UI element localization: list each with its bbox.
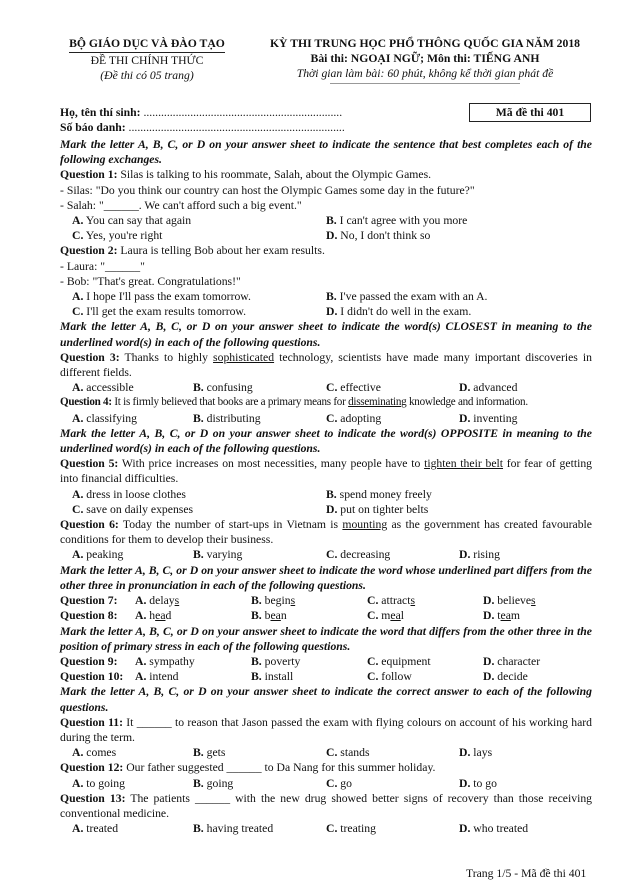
option-a[interactable]: A. intend (135, 670, 179, 684)
answer-blank: ______ (103, 198, 139, 212)
section-instruction: Mark the letter A, B, C, or D on your answer sheet to indicate the word that differs from the other three in the position of primary stress in each of the following questions. (60, 624, 592, 653)
options-row (60, 380, 592, 395)
option-c[interactable]: C. I'll get the exam results tomorrow. (72, 305, 247, 319)
option-d[interactable]: D. character (483, 654, 541, 668)
option-d[interactable]: D. who treated (459, 822, 529, 836)
option-d[interactable]: D. put on tighter belts (326, 502, 429, 516)
question-label: Question 8: (60, 609, 118, 623)
option-d[interactable]: D. team (483, 609, 521, 623)
question-12: Question 12: Our father suggested ______ to Da Nang for this summer holiday. A. to going B. going C. go D. to go (60, 760, 592, 790)
section-instruction: Mark the letter A, B, C, or D on your answer sheet to indicate the correct answer to each of the following questions. (60, 685, 592, 714)
question-stem: Silas is talking to his roommate, Salah, about the Olympic Games. (117, 168, 432, 182)
question-label: Question 12: (60, 761, 124, 775)
option-d[interactable]: D. believes (483, 594, 536, 608)
exam-page (60, 36, 592, 836)
option-d[interactable]: D. lays (459, 746, 493, 760)
option-d[interactable]: D. I didn't do well in the exam. (326, 305, 472, 319)
name-field[interactable]: .................................................................... (140, 106, 343, 119)
option-b[interactable]: B. having treated (193, 822, 274, 836)
page-footer: Trang 1/5 - Mã đề thi 401 (466, 867, 587, 880)
question-label: Question 2: (60, 244, 118, 258)
question-label: Question 6: (60, 518, 119, 532)
question-9 (60, 654, 592, 669)
underlined-word: tighten their belt (424, 457, 504, 471)
candidate-info (60, 103, 592, 137)
question-label: Question 3: (60, 350, 120, 364)
options-row (60, 776, 592, 791)
option-d[interactable]: D. rising (459, 548, 500, 562)
option-b[interactable]: B. install (251, 670, 294, 684)
question-5: Question 5: With price increases on most necessities, many people have to tighten their belt for fear of getting into financial difficulties. A. dress in loose clothes B. spend money freely C. save on daily expenses D. put on tighter belts (60, 457, 593, 516)
option-b[interactable]: B. bean (251, 609, 287, 623)
option-d[interactable]: D. advanced (459, 381, 518, 395)
id-field[interactable]: .......................................................................... (125, 121, 345, 134)
option-c[interactable]: C. follow (367, 670, 412, 684)
exam-title: KỲ THI TRUNG HỌC PHỔ THÔNG QUỐC GIA NĂM 2018 (269, 37, 581, 50)
underlined-word: disseminating (348, 396, 407, 409)
name-label: Họ, tên thí sinh: (60, 106, 141, 119)
option-c[interactable]: C. decreasing (326, 548, 391, 562)
header-rule (330, 83, 520, 84)
id-label: Số báo danh: (60, 121, 126, 134)
options-row (60, 213, 592, 228)
option-b[interactable]: B. I can't agree with you more (326, 214, 468, 228)
underlined-word: sophisticated (213, 350, 275, 364)
option-c[interactable]: C. stands (326, 746, 370, 760)
option-a[interactable]: A. peaking (72, 548, 124, 562)
option-d[interactable]: D. to go (459, 776, 497, 790)
option-a[interactable]: A. dress in loose clothes (72, 487, 186, 501)
option-c[interactable]: C. effective (326, 381, 381, 395)
section-instruction: Mark the letter A, B, C, or D on your answer sheet to indicate the sentence that best completes each of the following exchanges. (60, 138, 592, 167)
section-instruction: Mark the letter A, B, C, or D on your answer sheet to indicate the word(s) OPPOSITE in meaning to the underlined word(s) in each of the following questions. (60, 426, 592, 456)
option-b[interactable]: B. poverty (251, 654, 301, 668)
option-b[interactable]: B. confusing (193, 381, 253, 395)
question-label: Question 4: (60, 396, 112, 409)
options-row (60, 411, 592, 426)
question-1 (60, 167, 592, 243)
options-row (60, 304, 592, 319)
subject-line: Bài thi: NGOẠI NGỮ; Môn thi: TIẾNG ANH (310, 52, 540, 66)
question-7 (60, 593, 592, 608)
options-row (60, 502, 592, 517)
option-b[interactable]: B. varying (193, 548, 243, 562)
option-a[interactable]: A. classifying (72, 411, 137, 425)
options-row (60, 547, 592, 562)
question-4: Question 4: It is firmly believed that books are a primary means for disseminating knowledge and information. A. classifying B. distributing C. adopting D. inventing (60, 395, 592, 425)
option-b[interactable]: B. begins (251, 594, 296, 608)
option-c[interactable]: C. equipment (367, 654, 431, 668)
question-10 (60, 669, 592, 684)
options-row (60, 289, 592, 304)
option-b[interactable]: B. gets (193, 746, 226, 760)
exam-header (60, 36, 592, 96)
question-label: Question 9: (60, 654, 118, 668)
question-3: Question 3: Thanks to highly sophisticated technology, scientists have made many important discoveries in different fields. A. accessible B. confusing C. effective D. advanced (60, 350, 593, 395)
section-instruction: Mark the letter A, B, C, or D on your answer sheet to indicate the word whose underlined part differs from the other three in pronunciation in each of the following questions. (60, 563, 592, 592)
option-c[interactable]: C. adopting (326, 411, 382, 425)
option-c[interactable]: C. meal (367, 609, 405, 623)
question-label: Question 5: (60, 457, 119, 471)
dialogue-line: - Laura: " (60, 259, 106, 273)
option-a[interactable]: A. sympathy (135, 654, 195, 668)
options-row (60, 745, 592, 760)
option-d[interactable]: D. decide (483, 670, 528, 684)
section-instruction: Mark the letter A, B, C, or D on your answer sheet to indicate the word(s) CLOSEST in meaning to the underlined word(s) in each of the following questions. (60, 320, 592, 349)
option-a[interactable]: A. head (135, 609, 172, 623)
question-8 (60, 608, 592, 623)
option-d[interactable]: D. No, I don't think so (326, 229, 431, 243)
question-13: Question 13: The patients ______ with the new drug showed better signs of recovery than those receiving conventional medicine. A. treated B. having treated C. treating D. who treated (60, 791, 593, 836)
options-row (60, 228, 592, 243)
option-b[interactable]: B. distributing (193, 411, 261, 425)
answer-blank: ______ (136, 715, 172, 729)
options-row (60, 487, 592, 502)
options-row (60, 821, 592, 836)
question-label: Question 7: (60, 594, 118, 608)
option-c[interactable]: C. treating (326, 822, 376, 836)
dialogue-line: - Silas: "Do you think our country can host the Olympic Games some day in the future?" (60, 183, 475, 197)
answer-blank: ______ (194, 791, 231, 805)
dialogue-line: - Salah: " (60, 198, 104, 212)
underlined-word: mounting (342, 518, 388, 532)
answer-blank: ______ (105, 259, 141, 273)
option-b[interactable]: B. I've passed the exam with an A. (326, 290, 488, 304)
exam-code-box: Mã đề thi 401 (469, 103, 591, 122)
official-label: ĐỀ THI CHÍNH THỨC (90, 54, 204, 68)
option-a[interactable]: A. delays (135, 594, 180, 608)
dialogue-line: - Bob: "That's great. Congratulations!" (60, 274, 241, 288)
option-c[interactable]: C. go (326, 776, 352, 790)
option-c[interactable]: C. attracts (367, 594, 416, 608)
option-c[interactable]: C. Yes, you're right (72, 229, 163, 243)
question-11: Question 11: It ______ to reason that Jason passed the exam with flying colours on account of his working hard during the term. A. comes B. gets C. stands D. lays (60, 715, 592, 760)
option-a[interactable]: A. I hope I'll pass the exam tomorrow. (72, 290, 251, 304)
option-d[interactable]: D. inventing (459, 411, 518, 425)
question-label: Question 11: (60, 715, 124, 729)
option-b[interactable]: B. spend money freely (326, 487, 432, 501)
question-stem: Laura is telling Bob about her exam results. (117, 244, 325, 258)
option-c[interactable]: C. save on daily expenses (72, 502, 194, 516)
option-a[interactable]: A. You can say that again (72, 214, 192, 228)
page-count: (Đề thi có 05 trang) (100, 69, 194, 83)
option-a[interactable]: A. treated (72, 822, 119, 836)
dialogue-line: . We can't afford such a big event." (138, 198, 302, 212)
question-label: Question 13: (60, 791, 126, 805)
question-6: Question 6: Today the number of start-ups in Vietnam is mounting as the government has created favourable conditions for them to develop their business. A. peaking B. varying C. decreasing D. rising (60, 518, 592, 562)
question-label: Question 10: (60, 670, 124, 684)
option-a[interactable]: A. accessible (72, 381, 134, 395)
ministry-name: BỘ GIÁO DỤC VÀ ĐÀO TẠO (69, 36, 225, 53)
option-a[interactable]: A. to going (72, 776, 125, 790)
question-2: Question 2: Laura is telling Bob about her exam results. - Laura: "______" - Bob: "That's great. Congratulations!" A. I hope I'll pass the exam tomorrow. B. I've passed the exam with an A. C. I'll get the exam results tomorrow. D. I didn't do well in the exam. (60, 243, 592, 319)
header-right (260, 36, 590, 84)
question-label: Question 1: (60, 168, 118, 182)
time-line: Thời gian làm bài: 60 phút, không kể thời gian phát đề (296, 67, 554, 81)
answer-blank: ______ (226, 761, 262, 775)
header-left (62, 36, 232, 84)
option-a[interactable]: A. comes (72, 746, 117, 760)
option-b[interactable]: B. going (193, 776, 234, 790)
